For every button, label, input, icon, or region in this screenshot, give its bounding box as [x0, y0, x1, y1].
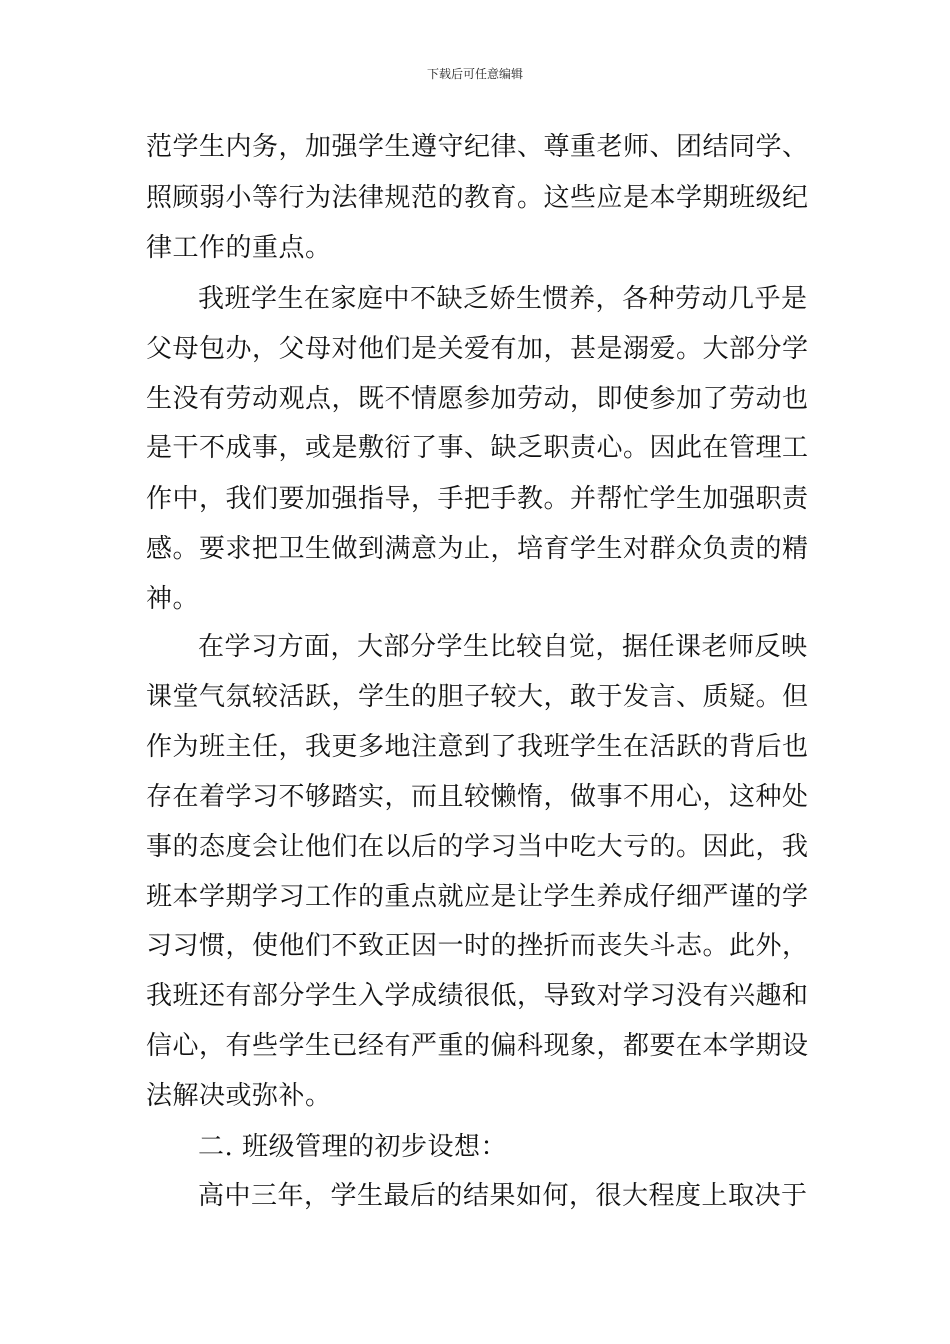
text-line: 班本学期学习工作的重点就应是让学生养成仔细严谨的学: [146, 882, 809, 912]
text-line: 存在着学习不够踏实，而且较懒惰，做事不用心，这种处: [146, 782, 809, 812]
text-line: 高中三年，学生最后的结果如何，很大程度上取决于: [198, 1181, 808, 1211]
text-line: 作中，我们要加强指导，手把手教。并帮忙学生加强职责: [146, 484, 809, 514]
text-line: 生没有劳动观点，既不情愿参加劳动，即使参加了劳动也: [146, 384, 809, 414]
text-line: 神。: [146, 584, 200, 614]
text-line: 范学生内务，加强学生遵守纪律、尊重老师、团结同学、: [146, 132, 809, 162]
text-line: 照顾弱小等行为法律规范的教育。这些应是本学期班级纪: [146, 183, 809, 213]
text-line: 我班学生在家庭中不缺乏娇生惯养，各种劳动几乎是: [198, 284, 808, 314]
text-line: 感。要求把卫生做到满意为止，培育学生对群众负责的精: [146, 534, 809, 564]
text-line: 作为班主任，我更多地注意到了我班学生在活跃的背后也: [146, 732, 809, 762]
text-line: 我班还有部分学生入学成绩很低，导致对学习没有兴趣和: [146, 981, 809, 1011]
page-header: 下载后可任意编辑: [426, 67, 523, 81]
text-line: 习习惯，使他们不致正因一时的挫折而丧失斗志。此外，: [146, 931, 809, 961]
section-heading: 二. 班级管理的初步设想：: [198, 1132, 508, 1162]
text-line: 信心，有些学生已经有严重的偏科现象，都要在本学期设: [146, 1031, 809, 1061]
text-line: 律工作的重点。: [146, 233, 332, 263]
text-line: 是干不成事，或是敷衍了事、缺乏职责心。因此在管理工: [146, 433, 809, 463]
text-line: 父母包办，父母对他们是关爱有加，甚是溺爱。大部分学: [146, 334, 809, 364]
text-line: 法解决或弥补。: [146, 1081, 332, 1111]
text-line: 课堂气氛较活跃，学生的胆子较大，敢于发言、质疑。但: [146, 682, 809, 712]
text-line: 在学习方面，大部分学生比较自觉，据任课老师反映: [198, 632, 808, 662]
text-line: 事的态度会让他们在以后的学习当中吃大亏的。因此，我: [146, 832, 809, 862]
